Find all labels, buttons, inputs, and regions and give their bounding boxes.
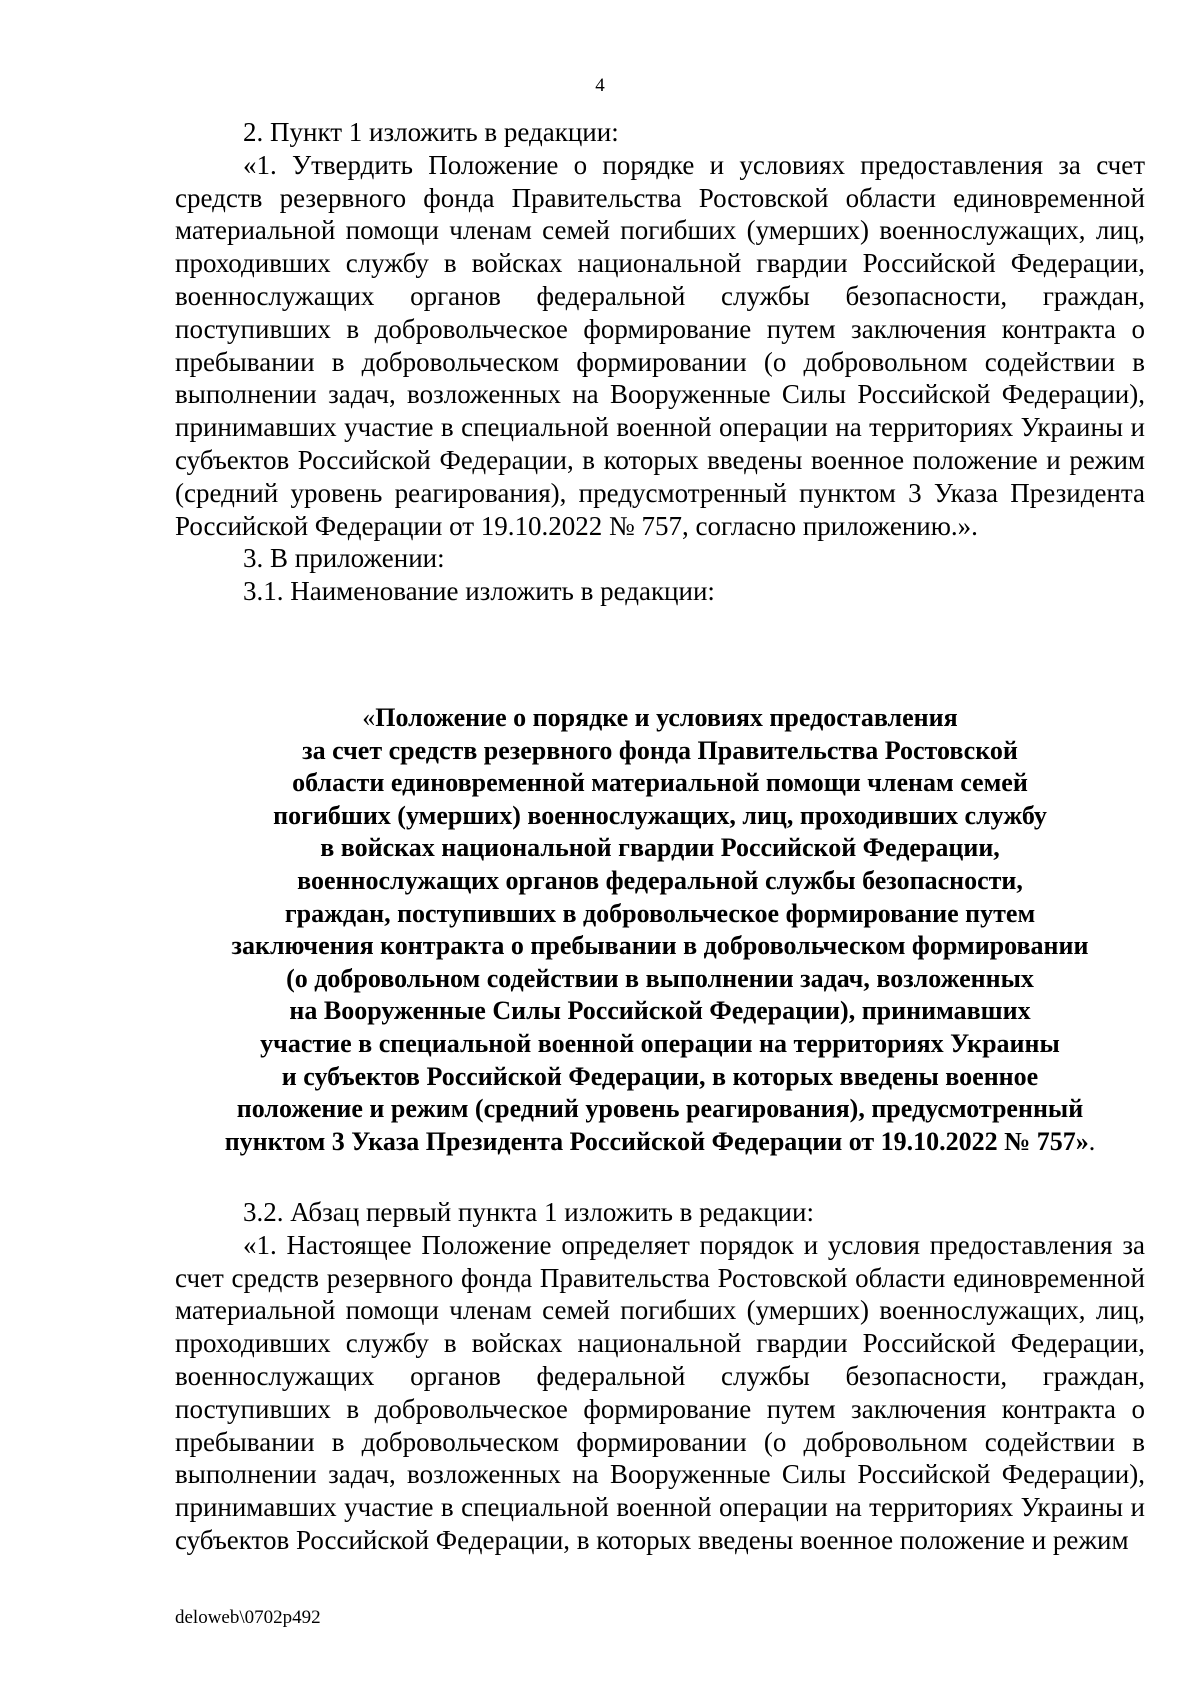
title-line: участие в специальной военной операции на территориях Украины	[260, 1028, 1060, 1058]
title-line: граждан, поступивших в добровольческое формирование путем	[284, 898, 1036, 928]
title-close-quote-bold: »	[1075, 1126, 1089, 1156]
regulation-title	[150, 702, 1170, 1158]
amendment-text-section-2	[175, 1196, 1145, 1557]
title-line: в войсках национальной гвардии Российской Федерации,	[320, 833, 1000, 863]
title-line: области единовременной материальной помощи членам семей	[292, 768, 1028, 798]
title-line: погибших (умерших) военнослужащих, лиц, проходивших службу	[273, 800, 1047, 830]
title-line: за счет средств резервного фонда Правительства Ростовской	[302, 735, 1018, 765]
paragraph-point-3-1: 3.1. Наименование изложить в редакции:	[243, 576, 715, 607]
title-line: положение и режим (средний уровень реагирования), предусмотренный	[236, 1094, 1084, 1124]
title-line: военнослужащих органов федеральной службы безопасности,	[297, 865, 1023, 895]
title-line: на Вооруженные Силы Российской Федерации), принимавших	[289, 996, 1031, 1026]
title-open-quote: «	[362, 703, 376, 732]
paragraph-point-3-2: 3.2. Абзац первый пункта 1 изложить в редакции:	[243, 1197, 814, 1227]
paragraph-new-abstract-1: «1. Настоящее Положение определяет порядок и условия предоставления за счет средств резервного фонда Правительства Ростовской области единовременной материальной помощи членам семей погибших (умерших) военнослужащих, лиц, проходивших службу в войсках национальной гвардии Российской Федерации, военнослужащих органов федеральной службы безопасности, граждан, поступивших в добровольческое формирование путем заключения контракта о пребывании в добровольческом формировании (о добровольном содействии в выполнении задач, возложенных на Вооруженные Силы Российской Федерации), принимавших участие в специальной военной операции на территориях Украины и субъектов Российской Федерации, в которых введены военное положение и режим	[175, 1229, 1145, 1555]
title-line: (о добровольном содействии в выполнении задач, возложенных	[286, 963, 1034, 993]
title-line: и субъектов Российской Федерации, в которых введены военное	[281, 1061, 1039, 1091]
paragraph-new-point-1: «1. Утвердить Положение о порядке и условиях предоставления за счет средств резервного фонда Правительства Ростовской области единовременной материальной помощи членам семей погибших (умерших) военнослужащих, лиц, проходивших службу в войсках национальной гвардии Российской Федерации, военнослужащих органов федеральной службы безопасности, граждан, поступивших в добровольческое формирование путем заключения контракта о пребывании в добровольческом формировании (о добровольном содействии в выполнении задач, возложенных на Вооруженные Силы Российской Федерации), принимавших участие в специальной военной операции на территориях Украины и субъектов Российской Федерации, в которых введены военное положение и режим (средний уровень реагирования), предусмотренный пунктом 3 Указа Президента Российской Федерации от 19.10.2022 № 757, согласно приложению.».	[175, 149, 1145, 541]
page-number: 4	[595, 75, 605, 96]
document-code: deloweb\0702p492	[175, 1607, 321, 1628]
title-line: заключения контракта о пребывании в добровольческом формировании	[231, 931, 1089, 961]
paragraph-point-2: 2. Пункт 1 изложить в редакции:	[243, 117, 619, 147]
title-close-period: .	[1088, 1126, 1096, 1156]
paragraph-point-3: 3. В приложении:	[243, 543, 445, 574]
title-line: пунктом 3 Указа Президента Российской Федерации от 19.10.2022 № 757	[224, 1126, 1076, 1156]
title-line: Положение о порядке и условиях предоставления	[375, 703, 958, 732]
amendment-text-section-1	[175, 116, 1145, 608]
